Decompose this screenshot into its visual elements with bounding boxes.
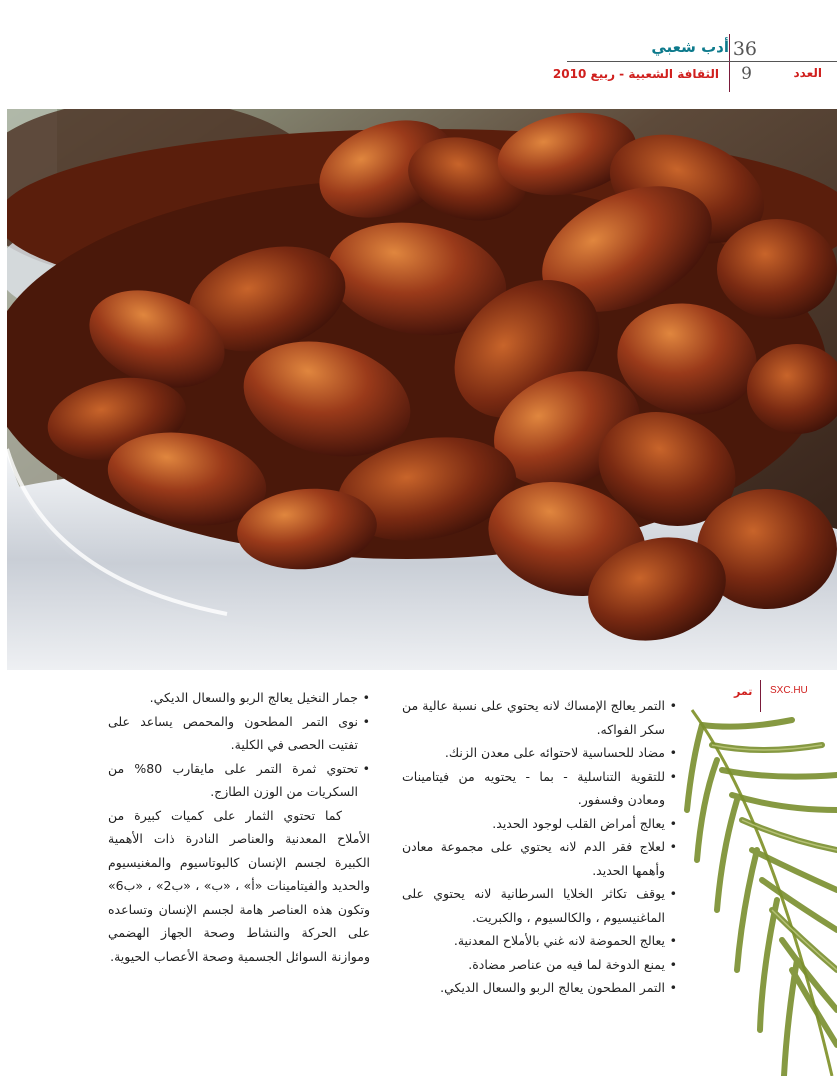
list-item: • للتقوية التناسلية - بما - يحتويه من فيتامينات ومعادن وفسفور. — [402, 765, 677, 812]
dates-photo — [7, 109, 837, 670]
photo-credit-source: SXC.HU — [770, 685, 808, 696]
list-item: • يعالج أمراض القلب لوجود الحديد. — [402, 812, 677, 836]
list-item: • يوقف تكاثر الخلايا السرطانية لانه يحتوي على الماغنيسيوم ، والكالسيوم ، والكبريت. — [402, 882, 677, 929]
benefits-list — [402, 694, 677, 1000]
benefits-list-continued — [108, 686, 370, 804]
list-item: • يمنع الدوخة لما فيه من عناصر مضادة. — [402, 953, 677, 977]
credit-tag: تمر — [734, 685, 753, 698]
publication-line: الثقافة الشعبية - ربيع 2010 — [552, 67, 719, 81]
article-column-right — [402, 694, 677, 1000]
page-number: 36 — [732, 38, 757, 60]
issue-number: 9 — [741, 64, 752, 84]
list-item: • تحتوي ثمرة التمر على مايقارب 80% من السكريات من الوزن الطازج. — [108, 757, 370, 804]
list-item: • التمر المطحون يعالج الربو والسعال الديكي. — [402, 976, 677, 1000]
palm-leaf-illustration — [682, 700, 837, 1076]
page-header — [0, 0, 837, 100]
list-item: • التمر يعالج الإمساك لانه يحتوي على نسبة عالية من سكر الفواكه. — [402, 694, 677, 741]
photo-credit — [734, 685, 752, 698]
header-divider-vertical — [729, 34, 730, 92]
list-item: • جمار النخيل يعالج الربو والسعال الديكي. — [108, 686, 370, 710]
issue-label: العدد — [793, 66, 822, 80]
header-divider-horizontal — [567, 61, 837, 62]
section-title: أدب شعبي — [651, 38, 729, 56]
body-paragraph: كما تحتوي الثمار على كميات كبيرة من الأملاح المعدنية والعناصر النادرة ذات الأهمية الكبيرة لجسم الإنسان كالبوتاسيوم والمغنيسيوم والحديد والفيتامينات «أ» ، «ب» ، «ب2» ، «ب6» وتكون هذه العناصر هامة لجسم الإنسان وتساعده على الحركة والنشاط وصحة الجهاز الهضمي وموازنة السوائل الجسمية وصحة الأعصاب الحيوية. — [108, 807, 370, 964]
article-column-left — [108, 686, 370, 968]
list-item: • لعلاج فقر الدم لانه يحتوي على مجموعة معادن وأهمها الحديد. — [402, 835, 677, 882]
list-item: • مضاد للحساسية لاحتوائه على معدن الزنك. — [402, 741, 677, 765]
list-item: • يعالج الحموضة لانه غني بالأملاح المعدنية. — [402, 929, 677, 953]
list-item: • نوى التمر المطحون والمحمص يساعد على تفتيت الحصى في الكلية. — [108, 710, 370, 757]
